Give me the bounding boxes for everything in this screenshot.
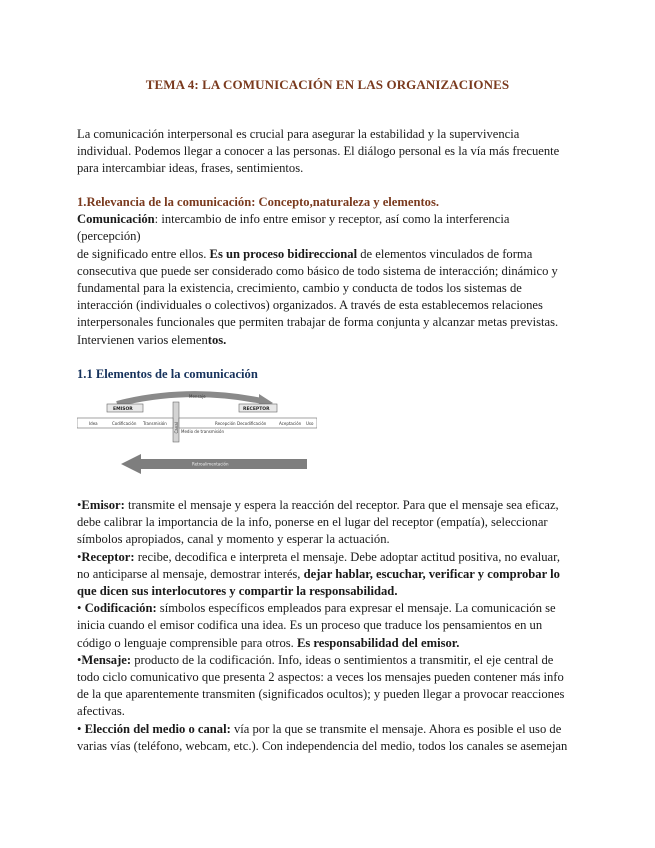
list-item [77, 497, 575, 549]
item-strong: dejar hablar, escuchar, verificar y comprobar lo que dicen sus interlocutores y compartir la responsabilidad. [77, 566, 560, 599]
item-term-canal: Elección del medio o canal: [84, 721, 231, 736]
page-title: TEMA 4: LA COMUNICACIÓN EN LAS ORGANIZACIONES [145, 77, 510, 92]
list-item [77, 549, 575, 601]
communication-diagram-svg [77, 384, 317, 476]
item-text: producto de la codificación. Info, ideas o sentimientos a transmitir, el eje central de todo ciclo comunicativo que presenta 2 aspectos: a veces los mensajes pueden contener más info de la que aparentemente transmiten (significados ocultos); y pueden llegar a provocar reacciones afectivas. [77, 652, 565, 719]
elements-list [77, 497, 575, 755]
process-text-end: de elementos vinculados de forma consecutiva que puede ser considerado como básico de todo sistema de interacción; dinámico y fundamental para la existencia, crecimiento, cambio y conducta de todos los sistemas de interacción (individuales o colectivos) organizados. A través de esta establecemos relaciones interpersonales funcionales que permiten trabajar de forma conjunta y alcanzar metas previstas. Intervienen varios elemen [77, 246, 559, 347]
item-term-mensaje: Mensaje: [81, 652, 132, 667]
diagram-channel-label: Canal [174, 422, 179, 434]
bullet: • [77, 498, 82, 512]
list-item [77, 652, 575, 721]
step-decodificacion: Decodificación [237, 421, 267, 426]
bullet: • [77, 721, 82, 736]
step-idea: Idea [89, 421, 98, 426]
section-1-1-heading: 1.1 Elementos de la comunicación [77, 367, 258, 381]
item-text: transmite el mensaje y espera la reacción del receptor. Para que el mensaje sea eficaz, debe calibrar la importancia de la info, ponerse en el lugar del receptor (empatía), seleccionar símbolos apropiados, canal y momento y esperar la actuación. [77, 498, 559, 547]
definition-text: : intercambio de info entre emisor y receptor, así como la interferencia (percepción) [77, 212, 510, 244]
feedback-arrowhead [121, 454, 141, 474]
bullet: • [77, 549, 82, 564]
list-item [77, 721, 575, 755]
diagram-feedback-label: Retroalimentación [192, 461, 229, 467]
item-text: vía por la que se transmite el mensaje. Ahora es posible el uso de varias vías (teléfono, webcam, etc.). Con independencia del medio, todos los canales se asemejan [77, 721, 568, 753]
item-text: símbolos específicos empleados para expresar el mensaje. La comunicación se inicia cuando el emisor codifica una idea. Es un proceso que traduce los pensamientos en un código o lenguaje comprensible para otros. [77, 601, 556, 650]
process-text-tail: tos. [207, 332, 227, 347]
definition-paragraph [77, 211, 575, 245]
process-text-start: de significado entre ellos. [77, 246, 210, 261]
process-paragraph [77, 246, 575, 349]
section-1-heading: 1.Relevancia de la comunicación: Concepto,naturaleza y elementos. [77, 195, 440, 209]
diagram-receptor-label: RECEPTOR [243, 407, 270, 412]
list-item [77, 600, 575, 652]
channel-bar [173, 402, 179, 442]
communication-diagram [77, 384, 317, 476]
definition-term: Comunicación [77, 212, 155, 227]
step-uso: Uso [306, 421, 314, 426]
bullet: • [77, 652, 82, 667]
bullet: • [77, 601, 82, 616]
diagram-emisor-label: EMISOR [113, 407, 133, 412]
step-codificacion: Codificación [112, 421, 137, 426]
item-term-receptor: Receptor: [81, 549, 135, 564]
item-text: recibe, decodifica e interpreta el mensaje. Debe adoptar actitud positiva, no evaluar, no anticiparse al mensaje, demostrar interés, [77, 549, 560, 581]
item-term-codificacion: Codificación: [84, 601, 157, 616]
section-1 [77, 194, 575, 349]
intro-paragraph: La comunicación interpersonal es crucial para asegurar la estabilidad y la supervivencia individual. Podemos llegar a conocer a las personas. El diálogo personal es la vía más frecuente para intercambiar ideas, frases, sentimientos. [77, 127, 560, 176]
item-term-emisor: Emisor: [81, 498, 125, 512]
step-transmision: Transmisión [143, 421, 167, 426]
diagram-message-label: Mensaje [189, 394, 206, 399]
item-strong: Es responsabilidad del emisor. [296, 635, 460, 650]
step-aceptacion: Aceptación [279, 421, 302, 426]
diagram-medium-label: Medio de transmisión [181, 429, 225, 434]
process-bold: Es un proceso bidireccional [209, 246, 358, 261]
step-recepcion: Recepción [215, 421, 236, 426]
